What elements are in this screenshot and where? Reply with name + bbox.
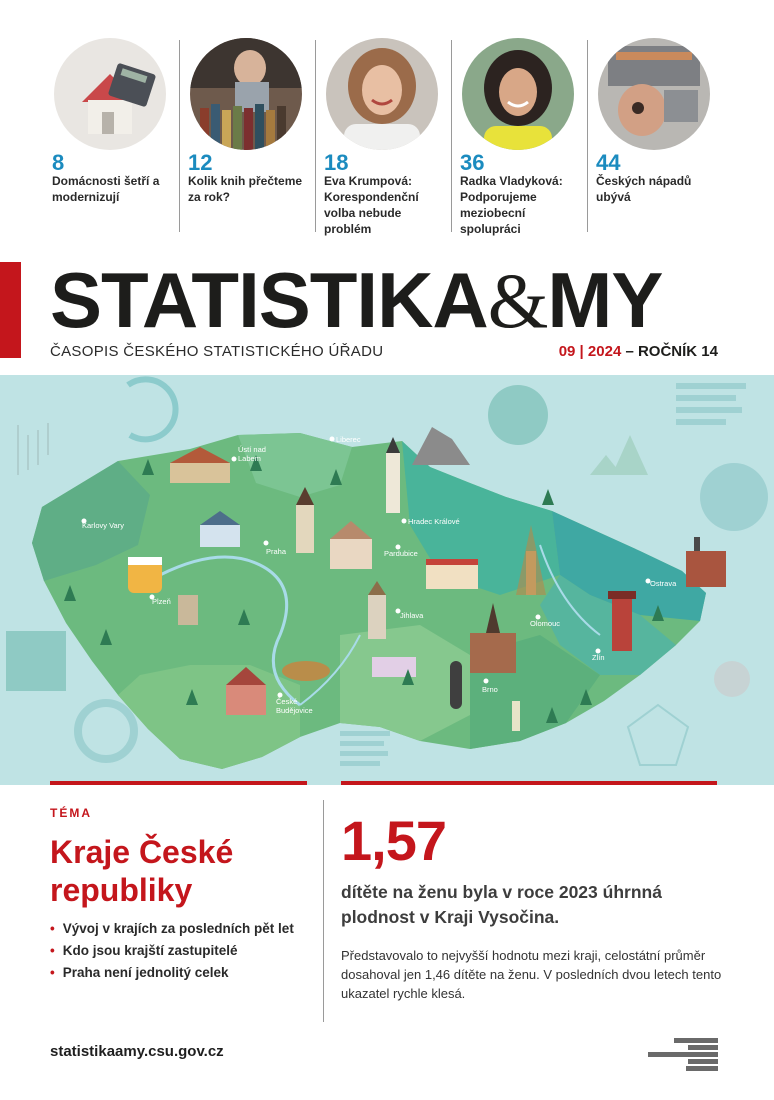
teaser-item[interactable] [52, 38, 172, 238]
teaser-caption: Radka Vladyková: Podporujeme meziobecní spolupráci [460, 174, 563, 236]
stat-fact: dítěte na ženu byla v roce 2023 úhrnná plodnost v Kraji Vysočina. [341, 882, 662, 927]
issue-info: 09 | 2024 – ROČNÍK 14 [558, 343, 718, 360]
list-item: • Praha není jednolitý celek [50, 962, 294, 984]
city-label: Jihlava [400, 611, 424, 620]
city-label: Ústí nad Labem [238, 445, 266, 463]
csu-logo-icon [648, 1038, 718, 1072]
city-label: Ostrava [650, 579, 677, 588]
city-label: Praha [266, 547, 287, 556]
list-item: • Vývoj v krajích za posledních pět let [50, 918, 294, 940]
divider [315, 40, 316, 232]
list-item: • Kdo jsou krajští zastupitelé [50, 940, 294, 962]
section-rule [341, 781, 717, 785]
city-label: Zlín [592, 653, 605, 662]
stat-number: 1,57 [341, 809, 446, 872]
portrait-photo [326, 38, 438, 150]
city-label: Karlovy Vary [82, 521, 124, 530]
teaser-caption: Eva Krumpová: Korespondenční volba nebude problém [324, 174, 419, 236]
page-number: 18 [324, 150, 349, 175]
divider [323, 800, 324, 1022]
teaser-caption: Kolik knih přečteme za rok? [188, 174, 303, 204]
page-number: 8 [52, 150, 65, 175]
magazine-subtitle: ČASOPIS ČESKÉHO STATISTICKÉHO ÚŘADU [50, 343, 384, 360]
teaser-item[interactable] [324, 38, 444, 238]
divider [179, 40, 180, 232]
section-rule [50, 781, 307, 785]
magazine-logo: STATISTIKA&MY [50, 256, 663, 344]
teaser-item[interactable] [596, 38, 716, 238]
page-number: 36 [460, 150, 485, 175]
prototype-photo [598, 38, 710, 150]
teaser-caption: Domácnosti šetří a modernizují [52, 174, 160, 204]
city-label: Pardubice [384, 549, 418, 558]
divider [451, 40, 452, 232]
teaser-item[interactable] [188, 38, 308, 238]
teaser-item[interactable] [460, 38, 580, 238]
accent-bar [0, 262, 21, 358]
teaser-strip [0, 0, 774, 245]
website-link[interactable]: statistikaamy.csu.gov.cz [50, 1043, 224, 1060]
divider [587, 40, 588, 232]
city-label: Olomouc [530, 619, 561, 628]
city-label: Brno [482, 685, 498, 694]
city-label: Hradec Králové [408, 517, 460, 526]
section-label: TÉMA [50, 806, 92, 820]
portrait-photo [462, 38, 574, 150]
page-number: 44 [596, 150, 621, 175]
feature-bullets [50, 918, 294, 984]
city-label: Plzeň [152, 597, 171, 606]
books-photo [190, 38, 302, 150]
teaser-caption: Českých nápadů ubývá [596, 174, 692, 204]
czech-regions-map [0, 375, 774, 785]
page-number: 12 [188, 150, 213, 175]
stat-description: Představovalo to nejvyšší hodnotu mezi kraji, celostátní průměr dosahoval jen 1,46 dítěte na ženu. V posledních dvou letech tento ukazatel rychle klesá. [341, 948, 722, 1001]
feature-headline[interactable]: Kraje České republiky [50, 834, 234, 908]
city-label: České Budějovice [276, 697, 313, 715]
city-label: Liberec [336, 435, 361, 444]
house-calculator-photo [54, 38, 166, 150]
